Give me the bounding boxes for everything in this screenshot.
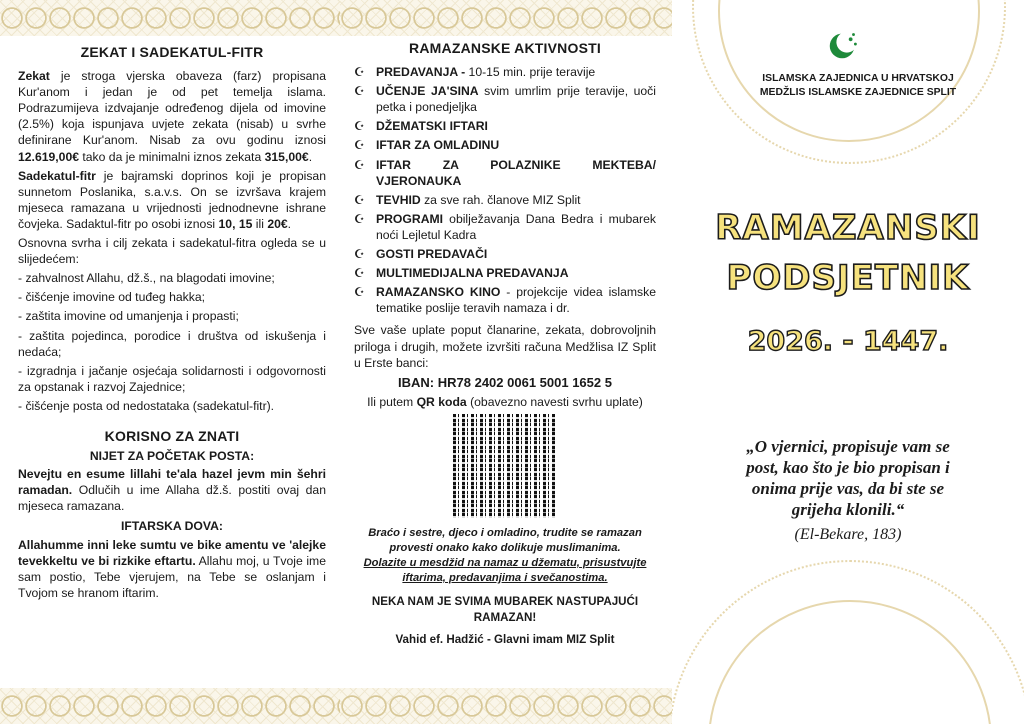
purpose-text: Osnovna svrha i cilj zekata i sadekatul-fitra ogleda se u slijedećem: — [18, 236, 326, 267]
payment-text: Sve vaše uplate poput članarine, zekata, dobrovoljnih priloga i drugih, možete izvršiti računa Medžlisa IZ Split u Erste banci: — [354, 323, 656, 370]
activity-title: IFTAR ZA POLAZNIKE MEKTEBA/ VJERONAUKA — [376, 157, 656, 188]
title-line-2: PODSJETNIK — [726, 258, 970, 298]
zekat-paragraph: Zekat je stroga vjerska obaveza (farz) propisana Kur'anom i jedan je od pet temelja islama. Podrazumijeva izdvajanje određenog dijela od imovine (2.5%) koja ispunjava uvjete zekata (nisab) u svrhe definirane Kur'anom. Nisab za ovu godinu iznosi 12.619,00€ tako da je minimalni iznos zekata 315,00€. — [18, 69, 326, 164]
activities-section — [354, 40, 656, 648]
activity-title: TEVHID — [376, 192, 421, 207]
year: 2026. - 1447. — [747, 326, 949, 357]
ornament-border-bottom — [0, 688, 340, 724]
activity-title: IFTAR ZA OMLADINU — [376, 138, 500, 153]
quote-reference: (El-Bekare, 183) — [794, 526, 902, 543]
fitr-paragraph: Sadekatul-fitr je bajramski doprinos koji je propisan sunnetom Poslanika, s.a.v.s. On se izvršava krajem mjeseca ramazana u vrijednosti jednodnevne ishrane čovjeka. Sadaktul-fitr po osobi iznosi 10, 15 ili 20€. — [18, 168, 326, 231]
wish-text: NEKA NAM JE SVIMA MUBAREK NASTUPAJUĆI RAMAZAN! — [371, 594, 639, 624]
activity-item — [354, 157, 656, 189]
activity-title: PREDAVANJA - — [376, 65, 466, 80]
ornament-border-top — [340, 0, 672, 36]
activity-title: RAMAZANSKO KINO — [376, 285, 501, 300]
qr-code — [453, 414, 557, 518]
crescent-stars-logo — [825, 26, 863, 64]
activity-item — [354, 83, 656, 115]
list-item: - zahvalnost Allahu, dž.š., na blagodati imovine; — [18, 271, 275, 286]
crescent-star-icon: ☪ — [354, 65, 365, 80]
crescent-star-icon: ☪ — [354, 285, 365, 300]
list-item: - čišćenje posta od nedostataka (sadekatul-fitr). — [18, 398, 275, 413]
org-line-2: MEDŽLIS ISLAMSKE ZAJEDNICE SPLIT — [759, 87, 957, 98]
quran-quote: „O vjernici, propisuje vam se post, kao što je bio propisan i onima prije vas, da bi ste se grijeha klonili.“ — [746, 437, 950, 519]
activities-heading: RAMAZANSKE AKTIVNOSTI — [409, 40, 601, 56]
dova-title: IFTARSKA DOVA: — [120, 519, 223, 534]
crescent-star-icon: ☪ — [354, 247, 365, 262]
activity-title: GOSTI PREDAVAČI — [376, 247, 488, 262]
qr-caption: Ili putem QR koda (obavezno navesti svrhu uplate) — [367, 394, 643, 409]
dova-text: Allahumme inni leke sumtu ve bike amentu ve 'alejke tevekkeltu ve bi rizkike eftartu. Allahu moj, u Tvoje ime sam postio, Tebe vjerujem, na Tebe se oslanjam i Tvojom se hranom iftarim. — [18, 537, 326, 600]
fitr-max: 20€ — [267, 216, 288, 231]
activity-item — [354, 246, 656, 262]
middle-panel — [340, 0, 672, 724]
activity-title: MULTIMEDIJALNA PREDAVANJA — [376, 266, 569, 281]
activity-detail: 10-15 min. prije teravije — [465, 65, 596, 80]
activity-detail: - projekcije videa islamske tematike poslije teravih namaza i dr. — [376, 285, 656, 316]
left-panel — [0, 0, 340, 724]
title-line-1: RAMAZANSKI — [715, 208, 981, 248]
activity-title: PROGRAMI — [376, 211, 444, 226]
activity-item — [354, 192, 656, 208]
activity-item — [354, 118, 656, 134]
activities-list — [354, 64, 656, 316]
appeal-text: Braćo i sestre, djeco i omladino, trudite se ramazan provesti onako kako dolikuje muslimanima. — [368, 526, 642, 554]
activity-item — [354, 265, 656, 281]
list-item: - zaštita pojedinca, porodice i društva od iskušenja i nedaća; — [18, 328, 326, 359]
purpose-list — [18, 270, 326, 414]
signature: Vahid ef. Hadžić - Glavni imam MIZ Split — [395, 632, 615, 646]
useful-heading: KORISNO ZA ZNATI — [104, 427, 240, 444]
zekat-heading: ZEKAT I SADEKATUL-FITR — [80, 44, 264, 60]
activity-item — [354, 137, 656, 153]
crescent-star-icon: ☪ — [354, 211, 365, 226]
list-item: - zaštita imovine od umanjenja i propasti; — [18, 309, 239, 324]
activity-detail: obilježavanja Dana Bedra i mubarek noći Lejletul Kadra — [376, 211, 656, 242]
list-item: - čišćenje imovine od tuđeg hakka; — [18, 290, 205, 305]
crescent-star-icon: ☪ — [354, 84, 365, 99]
activity-title: UČENJE JA'SINA — [376, 84, 479, 99]
fitr-amounts: 10, 15 — [218, 216, 253, 231]
nisab-amount: 12.619,00€ — [18, 149, 79, 164]
zekat-section — [18, 44, 326, 604]
appeal-underlined: Dolazite u mesdžid na namaz u džematu, prisustvujte iftarima, predavanjima i svečanostima. — [363, 556, 647, 584]
activity-item — [354, 211, 656, 243]
activity-title: DŽEMATSKI IFTARI — [376, 119, 488, 134]
crescent-star-icon: ☪ — [354, 157, 365, 172]
crescent-star-icon: ☪ — [354, 192, 365, 207]
niyyah-title: NIJET ZA POČETAK POSTA: — [89, 449, 255, 464]
cover-panel — [672, 0, 1024, 724]
niyyah-text: Nevejtu en esume lillahi te'ala hazel jevm min šehri ramadan. Odlučih u ime Allaha dž.š. postiti ovaj dan mjeseca ramazana. — [18, 467, 326, 514]
org-line-1: ISLAMSKA ZAJEDNICA U HRVATSKOJ — [762, 73, 954, 84]
activity-item — [354, 284, 656, 316]
zekat-term: Zekat — [18, 69, 50, 84]
activity-item — [354, 64, 656, 80]
ornament-border-top — [0, 0, 340, 36]
iban: IBAN: HR78 2402 0061 5001 1652 5 — [398, 374, 612, 390]
ornament-border-bottom — [340, 688, 672, 724]
activity-detail: za sve rah. članove MIZ Split — [420, 192, 581, 207]
list-item: - izgradnja i jačanje osjećaja solidarnosti i odgovornosti za opstanak i razvoj Zajednice; — [18, 363, 326, 394]
activity-detail: svim umrlim prije teravije, uoči petka i ponedjeljka — [376, 84, 656, 115]
crescent-star-icon: ☪ — [354, 266, 365, 281]
crescent-star-icon: ☪ — [354, 119, 365, 134]
crescent-star-icon: ☪ — [354, 138, 365, 153]
fitr-term: Sadekatul-fitr — [18, 168, 96, 183]
minimum-zekat: 315,00€ — [264, 149, 309, 164]
